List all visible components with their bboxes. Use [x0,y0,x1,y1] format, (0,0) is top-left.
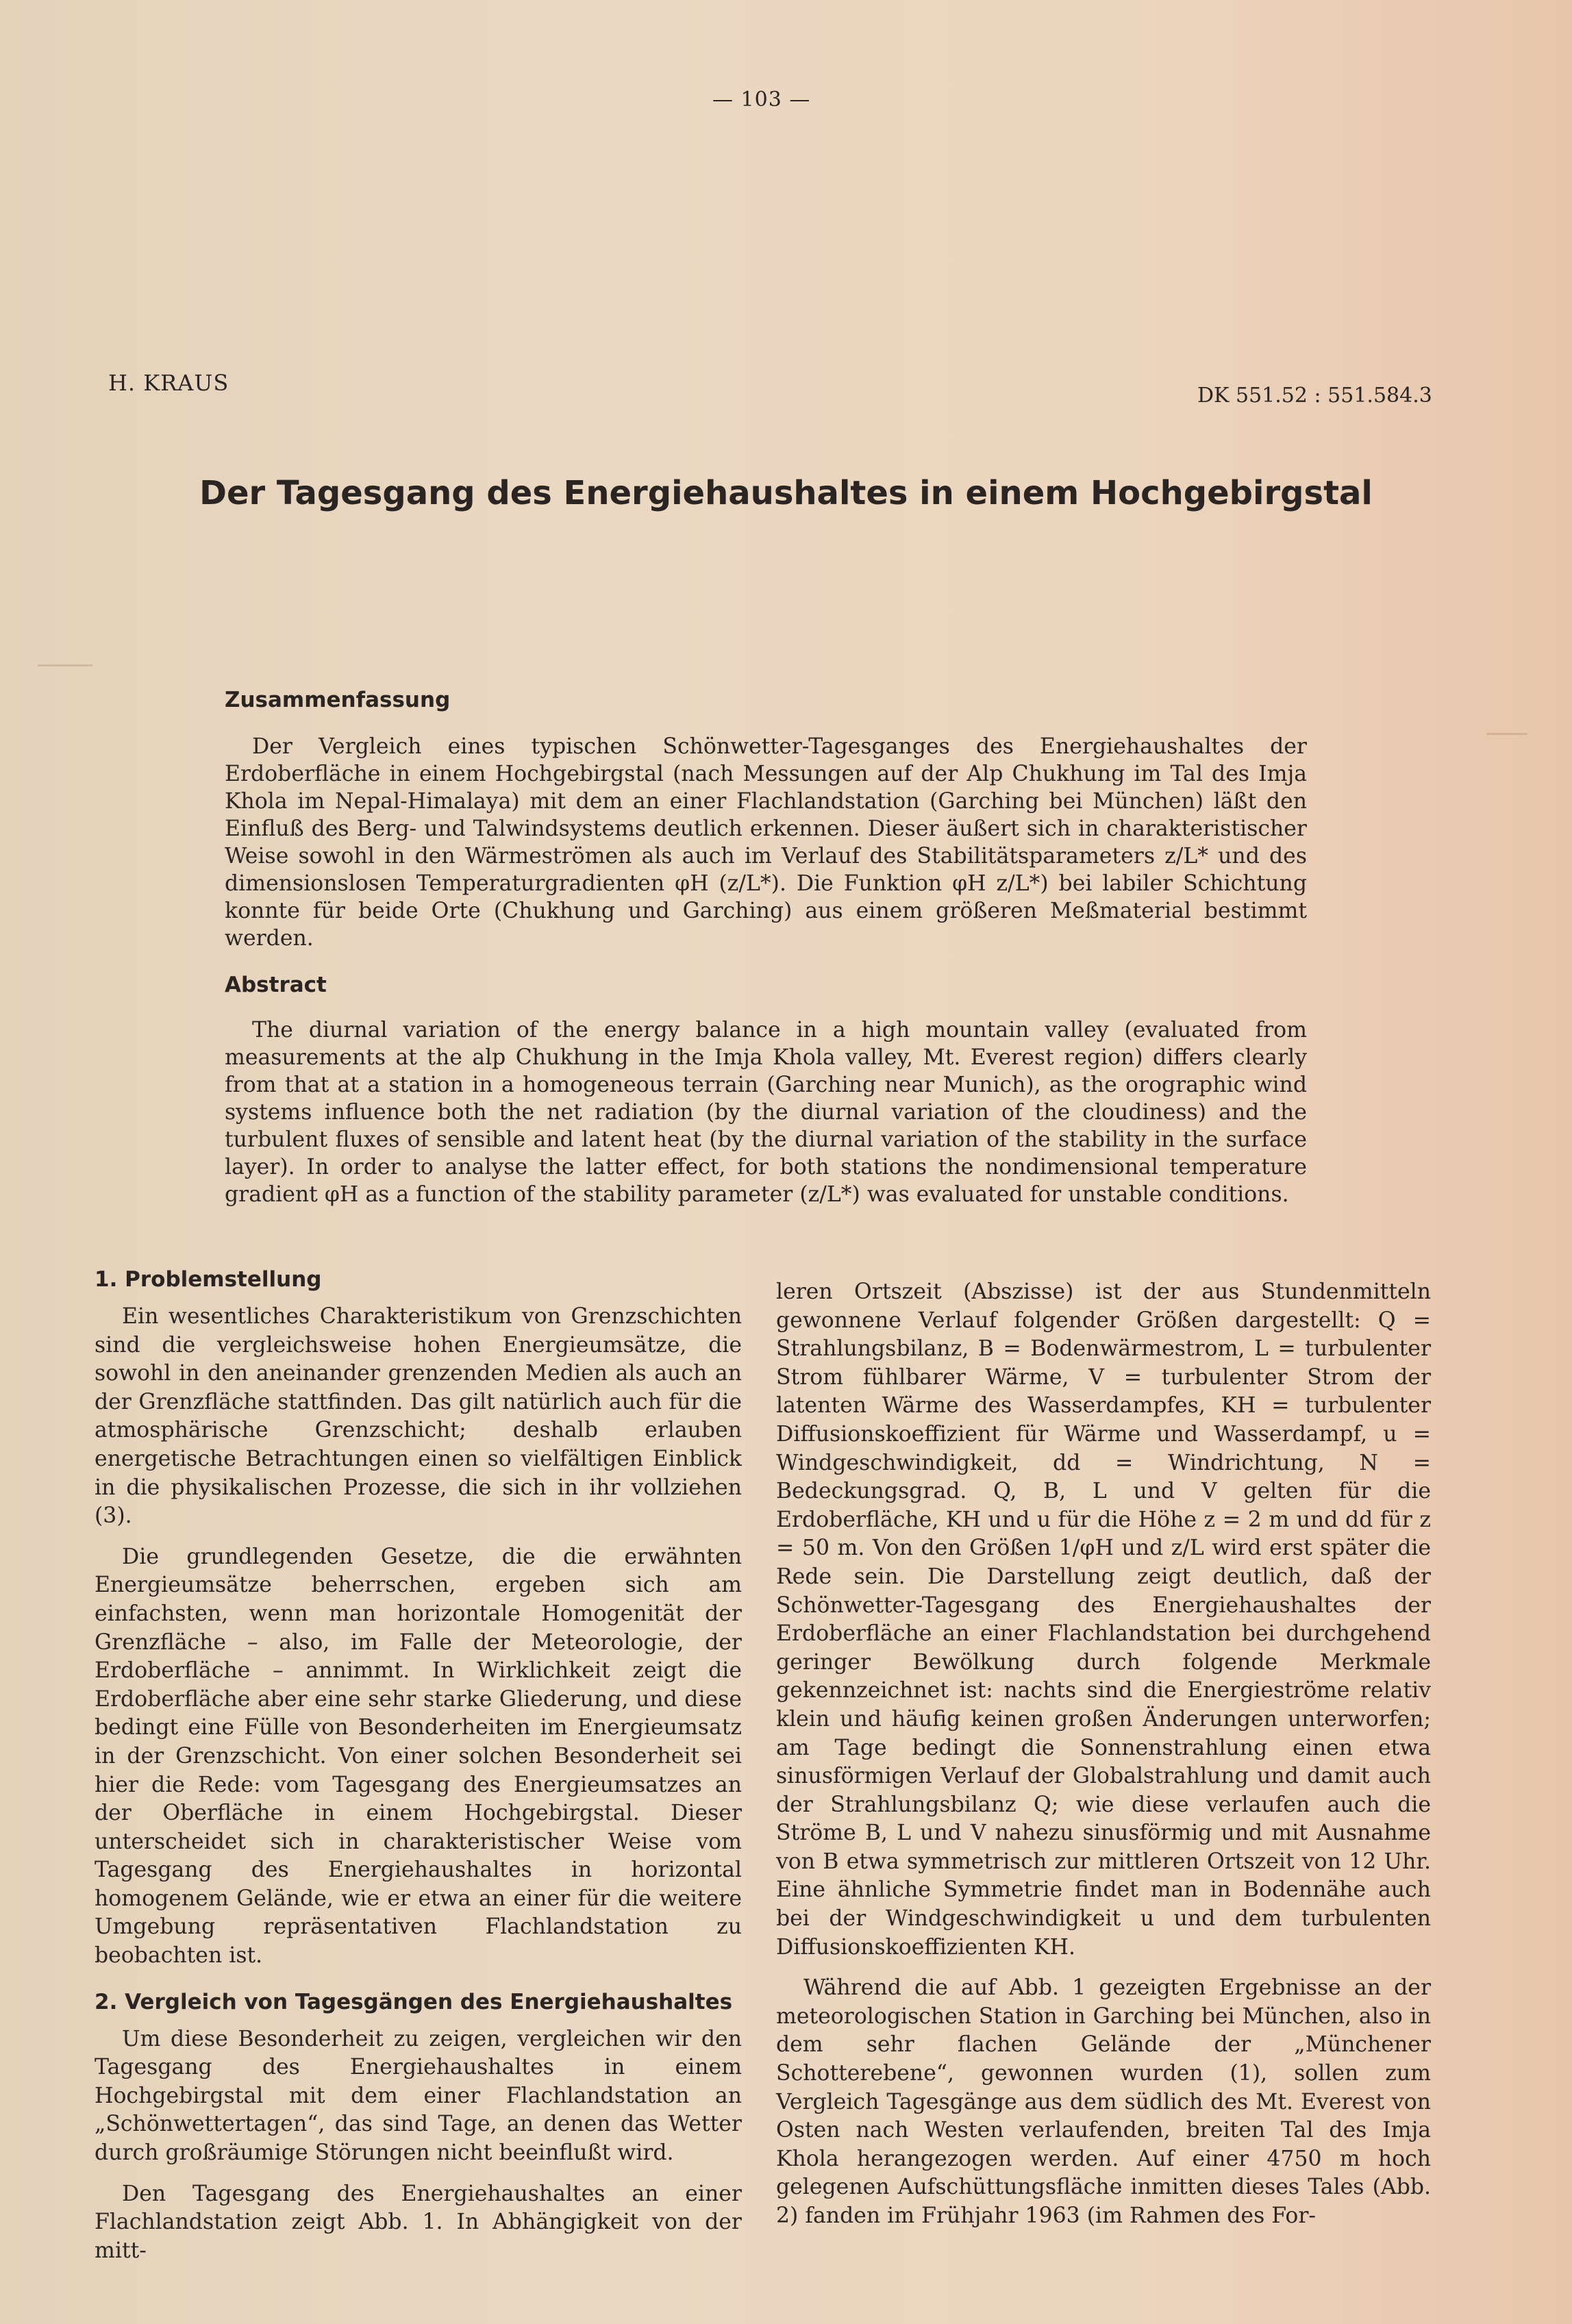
author: H. KRAUS [108,370,229,396]
paper-mark [1486,733,1527,735]
section1-body: Ein wesentliches Charakteristikum von Grenzschichten sind die vergleichsweise hohen Energieumsätze, die sowohl in den aneinander grenzenden Medien als auch an der Grenzfläche stattfinden. Das gilt natürlich auch für die atmosphärische Grenzschicht; deshalb erlauben energetische Betrachtungen einen so vielfältigen Einblick in die physikalischen Prozesse, die sich in ihr vollziehen (3). Die grundlegenden Gesetze, die die erwähnten Energieumsätze beherrschen, ergeben sich am einfachsten, wenn man horizontale Homogenität der Grenzfläche – also, im Falle der Meteorologie, der Erdoberfläche – annimmt. In Wirklichkeit zeigt die Erdoberfläche aber eine sehr starke Gliederung, und diese bedingt eine Fülle von Besonderheiten im Energieumsatz in der Grenzschicht. Von einer solchen Besonderheit sei hier die Rede: vom Tagesgang des Energieumsatzes an der Oberfläche in einem Hochgebirgstal. Dieser unterscheidet sich in charakteristischer Weise vom Tagesgang des Energiehaushaltes in horizontal homogenem Gelände, wie er etwa an einer für die weitere Umgebung repräsentativen Flachlandstation zu beobachten ist. [95,1304,742,1969]
section1-heading: 1. Problemstellung [95,1267,322,1292]
paper-mark [38,664,92,666]
abstract-heading: Abstract [225,973,327,997]
left-column [95,1267,742,2265]
abstract-text: The diurnal variation of the energy balance in a high mountain valley (evaluated from measurements at the alp Chukhung in the Imja Khola valley, Mt. Everest region) differs clearly from that at a station in a homogeneous terrain (Garching near Munich), as the orographic wind systems influence both the net radiation (by the diurnal variation of the cloudiness) and the turbulent fluxes of sensible and latent heat (by the diurnal variation of the stability in the surface layer). In order to analyse the latter effect, for both stations the nondimensional temperature gradient φH as a function of the stability parameter (z/L*) was evaluated for unstable conditions. [225,1018,1307,1207]
zusammenfassung-text: Der Vergleich eines typischen Schönwetter-Tagesganges des Energiehaushaltes der Erdoberfläche in einem Hochgebirgstal (nach Messungen auf der Alp Chukhung im Tal des Imja Khola im Nepal-Himalaya) mit dem an einer Flachlandstation (Garching bei München) läßt den Einfluß des Berg- und Talwindsystems deutlich erkennen. Dieser äußert sich in charakteristischer Weise sowohl in den Wärmeströmen als auch im Verlauf des Stabilitätsparameters z/L* und des dimensionslosen Temperaturgradienten φH (z/L*). Die Funktion φH z/L*) bei labiler Schichtung konnte für beide Orte (Chukhung und Garching) aus einem größeren Meßmaterial bestimmt werden. [225,734,1307,951]
right-column: leren Ortszeit (Abszisse) ist der aus Stundenmitteln gewonnene Verlauf folgender Größen dargestellt: Q = Strahlungsbilanz, B = Bodenwärmestrom, L = turbulenter Strom fühlbarer Wärme, V = turbulenter Strom der latenten Wärme des Wasserdampfes, KH = turbulenter Diffusionskoeffizient für Wärme und Wasserdampf, u = Windgeschwindigkeit, dd = Windrichtung, N = Bedeckungsgrad. Q, B, L und V gelten für die Erdoberfläche, KH und u für die Höhe z = 2 m und dd für z = 50 m. Von den Größen 1/φH und z/L wird erst später die Rede sein. Die Darstellung zeigt deutlich, daß der Schönwetter-Tagesgang des Energiehaushaltes der Erdoberfläche an einer Flachlandstation bei durchgehend geringer Bewölkung durch folgende Merkmale gekennzeichnet ist: nachts sind die Energieströme relativ klein und häufig keinen großen Änderungen unterworfen; am Tage bedingt die Sonnenstrahlung einen etwa sinusförmigen Verlauf der Globalstrahlung und damit auch der Strahlungsbilanz Q; wie diese verlaufen auch die Ströme B, L und V nahezu sinusförmig und mit Ausnahme von B etwa symmetrisch zur mittleren Ortszeit von 12 Uhr. Eine ähnliche Symmetrie findet man in Bodennähe auch bei der Windgeschwindigkeit u und dem turbulenten Diffusionskoeffizienten KH. Während die auf Abb. 1 gezeigten Ergebnisse an der meteorologischen Station in Garching bei München, also in dem sehr flachen Gelände der „Münchener Schotterebene“, gewonnen wurden (1), sollen zum Vergleich Tagesgänge aus dem südlich des Mt. Everest von Osten nach Westen verlaufenden, breiten Tal des Imja Khola herangezogen werden. Auf einer 4750 m hoch gelegenen Aufschüttungsfläche inmitten dieses Tales (Abb. 2) fanden im Frühjahr 1963 (im Rahmen des For- [776,1279,1431,2228]
paper-title: Der Tagesgang des Energiehaushaltes in einem Hochgebirgstal [199,474,1373,512]
section2-body: Um diese Besonderheit zu zeigen, vergleichen wir den Tagesgang des Energiehaushaltes in einem Hochgebirgstal mit dem einer Flachlandstation an „Schönwettertagen“, das sind Tage, an denen das Wetter durch großräumige Störungen nicht beeinflußt wird. Den Tagesgang des Energiehaushaltes an einer Flachlandstation zeigt Abb. 1. In Abhängigkeit von der mitt- [95,2026,742,2263]
classification-code: DK 551.52 : 551.584.3 [1197,384,1432,408]
zusammenfassung-heading: Zusammenfassung [225,688,451,712]
section2-heading: 2. Vergleich von Tagesgängen des Energiehaushaltes [95,1989,733,2014]
page-number: — 103 — [712,88,811,112]
